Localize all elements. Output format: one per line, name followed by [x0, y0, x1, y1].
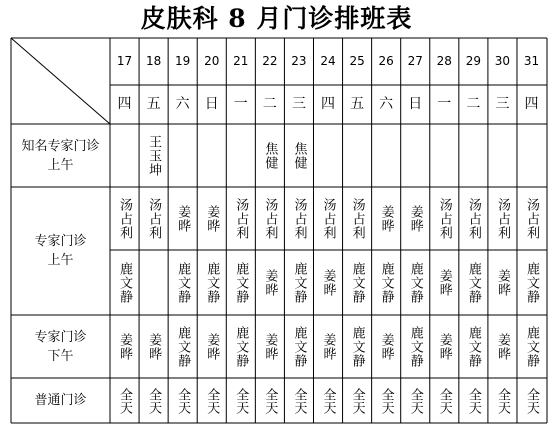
schedule-cell: 全天: [378, 387, 394, 414]
date-cell: 30: [494, 54, 511, 68]
schedule-cell: [110, 124, 139, 187]
schedule-cell: 全天: [117, 387, 133, 414]
schedule-cell: 姜晔: [262, 332, 278, 361]
schedule-cell: 鹿文静: [524, 261, 539, 304]
schedule-cell: 汤占利: [436, 197, 452, 240]
schedule-cell: 全天: [175, 387, 191, 414]
schedule-cell: [517, 124, 546, 187]
schedule-cell: 全天: [494, 387, 510, 414]
schedule-cell: [313, 124, 342, 187]
schedule-cell: 汤占利: [146, 197, 162, 240]
schedule-cell: 焦健: [291, 141, 307, 170]
schedule-cell: 鹿文静: [465, 261, 481, 304]
weekday-cell: 六: [379, 96, 394, 112]
schedule-cell: 姜晔: [204, 332, 220, 361]
schedule-cell: 汤占利: [320, 197, 336, 240]
schedule-cell: 鹿文静: [349, 261, 365, 304]
weekday-cell: 日: [408, 96, 423, 112]
schedule-cell: 全天: [262, 387, 278, 414]
date-cell: 29: [465, 54, 481, 68]
weekday-cell: 三: [291, 96, 306, 112]
date-cell: 18: [145, 54, 162, 68]
weekday-cell: 二: [262, 96, 277, 112]
date-cell: 25: [349, 54, 365, 68]
weekday-cell: 五: [146, 96, 161, 112]
row-label: 知名专家门诊 上午: [21, 138, 100, 173]
schedule-cell: 姜晔: [407, 204, 423, 233]
schedule-cell: [488, 124, 517, 187]
schedule-cell: 姜晔: [494, 332, 510, 361]
weekday-cell: 四: [117, 96, 132, 112]
weekday-cell: 四: [321, 96, 336, 112]
schedule-cell: [372, 124, 401, 187]
schedule-cell: 全天: [233, 387, 249, 414]
row-label: 普通门诊: [34, 393, 87, 408]
schedule-cell: 鹿文静: [233, 325, 249, 368]
weekday-cell: 日: [204, 96, 219, 112]
schedule-cell: 全天: [436, 387, 452, 414]
date-cell: 26: [378, 54, 394, 68]
row-label: 专家门诊 上午: [34, 234, 87, 268]
schedule-cell: 鹿文静: [407, 325, 423, 368]
date-cell: 24: [320, 54, 336, 68]
header-diagonal: [11, 38, 110, 124]
schedule-cell: 鹿文静: [407, 261, 423, 304]
schedule-cell: [430, 124, 459, 187]
schedule-cell: [401, 124, 430, 187]
weekday-cell: 四: [524, 96, 539, 112]
schedule-cell: 鹿文静: [117, 261, 133, 304]
schedule-cell: 姜晔: [117, 332, 133, 361]
schedule-cell: 姜晔: [378, 204, 394, 233]
schedule-cell: 汤占利: [465, 197, 481, 240]
date-cell: 22: [262, 54, 278, 68]
schedule-cell: [459, 124, 488, 187]
schedule-cell: 鹿文静: [378, 261, 394, 304]
schedule-cell: 全天: [320, 387, 336, 414]
schedule-cell: 汤占利: [262, 197, 278, 240]
schedule-cell: 王玉坤: [146, 134, 162, 177]
weekday-cell: 一: [233, 96, 248, 112]
schedule-cell: 全天: [407, 387, 423, 414]
schedule-cell: [139, 250, 168, 315]
date-cell: 17: [116, 54, 133, 68]
schedule-cell: 姜晔: [494, 268, 510, 297]
page-title: 皮肤科 8 月门诊排班表: [140, 4, 413, 33]
weekday-cell: 三: [495, 96, 510, 112]
schedule-cell: 姜晔: [378, 332, 394, 361]
schedule-cell: 姜晔: [262, 268, 278, 297]
weekday-cell: 六: [175, 96, 190, 112]
date-cell: 21: [233, 54, 249, 68]
schedule-cell: 鹿文静: [291, 261, 307, 304]
schedule-cell: 全天: [146, 387, 162, 414]
schedule-cell: 鹿文静: [291, 325, 307, 368]
schedule-cell: 姜晔: [320, 332, 336, 361]
schedule-cell: [226, 124, 255, 187]
schedule-cell: 姜晔: [175, 204, 191, 233]
schedule-cell: [343, 124, 372, 187]
row-label: 专家门诊 下午: [34, 329, 87, 364]
schedule-cell: 鹿文静: [175, 261, 191, 304]
schedule-cell: 全天: [349, 387, 365, 414]
schedule-cell: 全天: [524, 387, 539, 414]
schedule-cell: 全天: [465, 387, 481, 414]
weekday-cell: 二: [466, 96, 481, 112]
schedule-cell: [197, 124, 226, 187]
date-cell: 31: [523, 54, 540, 68]
schedule-cell: 姜晔: [204, 204, 220, 233]
schedule-cell: 全天: [204, 387, 220, 414]
date-cell: 23: [291, 54, 307, 68]
schedule-cell: 鹿文静: [204, 261, 220, 304]
schedule-cell: 全天: [291, 387, 307, 414]
schedule-cell: 汤占利: [349, 197, 365, 240]
weekday-cell: 一: [437, 96, 452, 112]
schedule-cell: 姜晔: [436, 268, 452, 297]
schedule-cell: 汤占利: [291, 197, 307, 240]
schedule-cell: 鹿文静: [465, 325, 481, 368]
date-cell: 27: [407, 54, 423, 68]
schedule-cell: 汤占利: [524, 197, 539, 240]
schedule-cell: 汤占利: [233, 197, 249, 240]
schedule-cell: 姜晔: [320, 268, 336, 297]
schedule-cell: 焦健: [262, 141, 278, 170]
schedule-cell: 汤占利: [494, 197, 510, 240]
date-cell: 20: [204, 54, 220, 68]
schedule-cell: 姜晔: [436, 332, 452, 361]
schedule-cell: 鹿文静: [233, 261, 249, 304]
schedule-cell: 鹿文静: [524, 325, 539, 368]
schedule-cell: 汤占利: [117, 197, 133, 240]
schedule-cell: 鹿文静: [349, 325, 365, 368]
schedule-cell: 鹿文静: [175, 325, 191, 368]
weekday-cell: 五: [350, 96, 365, 112]
date-cell: 19: [175, 54, 191, 68]
date-cell: 28: [436, 54, 452, 68]
schedule-cell: 姜晔: [146, 332, 162, 361]
schedule-cell: [168, 124, 197, 187]
